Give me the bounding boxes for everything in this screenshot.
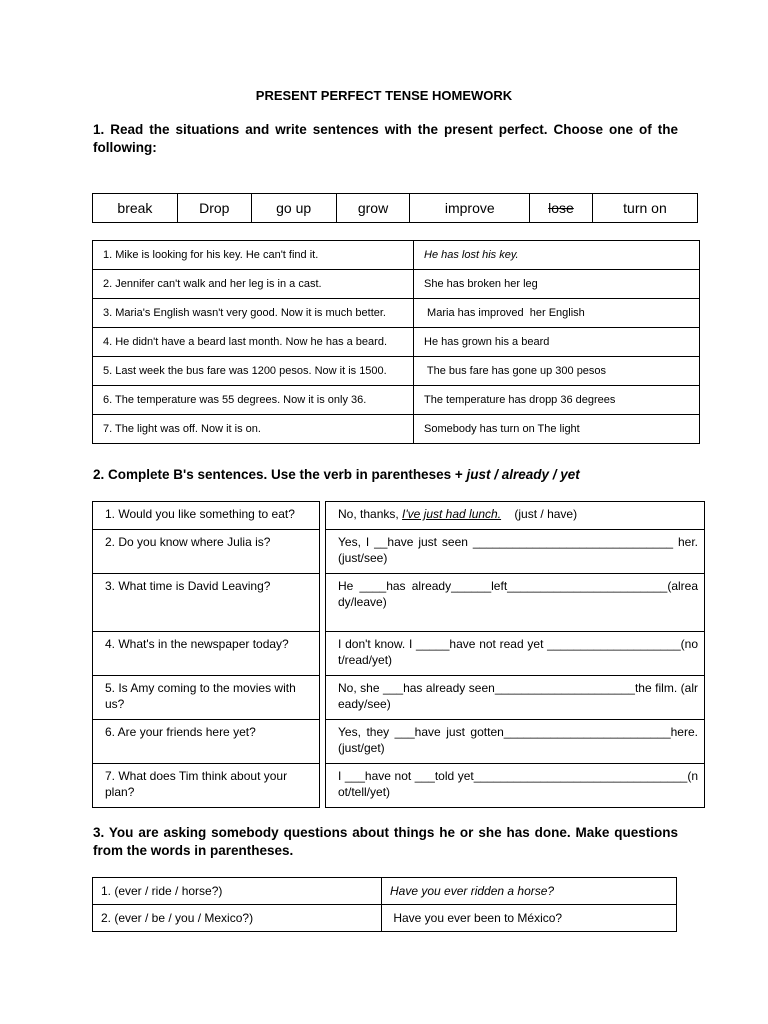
answer-cell: Have you ever ridden a horse?	[382, 878, 677, 905]
struck-word: lose	[548, 200, 574, 216]
table-row	[93, 386, 700, 415]
answer-cell: Maria has improved her English	[414, 299, 700, 328]
answer-cell: He has lost his key.	[414, 241, 700, 270]
answer-cell: Somebody has turn on The light	[414, 415, 700, 444]
answer-cell: The temperature has dropp 36 degrees	[414, 386, 700, 415]
answer-cell: No, she ___has already seen_____________________the film. (already/see)	[326, 676, 705, 720]
questions-table	[92, 877, 677, 932]
situation-cell: 5. Last week the bus fare was 1200 pesos. Now it is 1500.	[93, 357, 414, 386]
answer-cell: She has broken her leg	[414, 270, 700, 299]
situations-table	[92, 240, 700, 444]
table-row	[93, 241, 700, 270]
table-row	[93, 905, 677, 932]
answer-underlined: I've just had lunch.	[402, 507, 502, 521]
word-bank	[92, 193, 698, 223]
word-bank-item: improve	[410, 194, 530, 223]
question-cell: 3. What time is David Leaving?	[93, 574, 320, 632]
situation-cell: 1. Mike is looking for his key. He can't find it.	[93, 241, 414, 270]
section-2-heading	[93, 466, 678, 484]
table-row	[93, 878, 677, 905]
answer-cell: Yes, they ___have just gotten_________________________here. (just/get)	[326, 720, 705, 764]
word-bank-item-struck	[530, 194, 593, 223]
question-cell: 4. What's in the newspaper today?	[93, 632, 320, 676]
table-row	[93, 270, 700, 299]
answer-cell: He ____has already______left________________________(already/leave)	[326, 574, 705, 632]
question-cell: 7. What does Tim think about your plan?	[93, 764, 320, 808]
section-2-heading-italic: just / already / yet	[466, 467, 580, 482]
situation-cell: 7. The light was off. Now it is on.	[93, 415, 414, 444]
question-cell: 2. Do you know where Julia is?	[93, 530, 320, 574]
answer-cell: I don't know. I _____have not read yet ____________________(not/read/yet)	[326, 632, 705, 676]
table-row	[93, 574, 705, 632]
answer-cell: Have you ever been to México?	[382, 905, 677, 932]
answer-suffix: (just / have)	[501, 507, 578, 521]
word-bank-item: turn on	[592, 194, 697, 223]
answer-cell: I ___have not ___told yet________________________________(not/tell/yet)	[326, 764, 705, 808]
table-row	[93, 357, 700, 386]
table-row	[93, 764, 705, 808]
table-row	[93, 530, 705, 574]
table-row	[93, 299, 700, 328]
table-row	[93, 720, 705, 764]
table-row	[93, 632, 705, 676]
word-bank-item: grow	[336, 194, 410, 223]
page-title: PRESENT PERFECT TENSE HOMEWORK	[255, 88, 513, 103]
table-row	[93, 676, 705, 720]
prompt-cell: 2. (ever / be / you / Mexico?)	[93, 905, 382, 932]
answer-prefix: No, thanks,	[338, 507, 403, 521]
situation-cell: 6. The temperature was 55 degrees. Now it is only 36.	[93, 386, 414, 415]
answer-cell: The bus fare has gone up 300 pesos	[414, 357, 700, 386]
word-bank-item: go up	[251, 194, 336, 223]
question-cell: 1. Would you like something to eat?	[93, 502, 320, 530]
table-row	[93, 415, 700, 444]
dialogue-table	[92, 501, 705, 808]
situation-cell: 4. He didn't have a beard last month. Now he has a beard.	[93, 328, 414, 357]
answer-cell: Yes, I __have just seen ______________________________ her. (just/see)	[326, 530, 705, 574]
question-cell: 6. Are your friends here yet?	[93, 720, 320, 764]
question-cell: 5. Is Amy coming to the movies with us?	[93, 676, 320, 720]
word-bank-item: Drop	[177, 194, 251, 223]
table-row	[93, 328, 700, 357]
section-2-heading-main: 2. Complete B's sentences. Use the verb in parentheses +	[93, 467, 467, 482]
answer-cell: He has grown his a beard	[414, 328, 700, 357]
section-1-heading: 1. Read the situations and write sentences with the present perfect. Choose one of the following:	[93, 122, 678, 155]
prompt-cell: 1. (ever / ride / horse?)	[93, 878, 382, 905]
word-bank-item: break	[93, 194, 178, 223]
situation-cell: 2. Jennifer can't walk and her leg is in a cast.	[93, 270, 414, 299]
situation-cell: 3. Maria's English wasn't very good. Now it is much better.	[93, 299, 414, 328]
section-3-heading: 3. You are asking somebody questions about things he or she has done. Make questions from the words in parentheses.	[93, 825, 678, 858]
answer-cell	[326, 502, 705, 530]
table-row	[93, 502, 705, 530]
